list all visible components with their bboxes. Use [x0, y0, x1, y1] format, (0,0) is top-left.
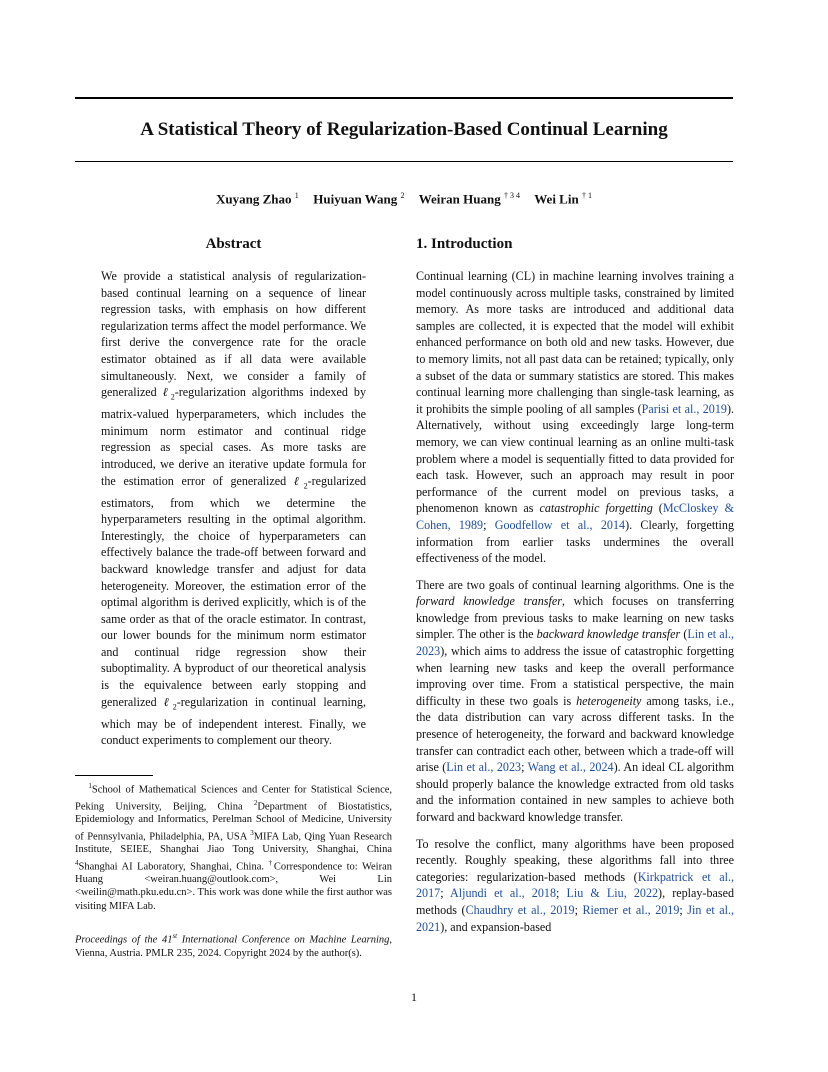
ell-subscript: 2 — [172, 702, 177, 712]
ell-subscript: 2 — [303, 480, 308, 490]
text-run: ; — [679, 902, 688, 917]
intro-paragraph-2 — [416, 577, 734, 826]
abstract-part: -regularization algorithms indexed by matrix-valued hyperparameters, which includes the minimum norm estimator and continual ridge regression as special cases. As more tasks are introduced, we derive an iterative update formula for the estimation error of generalized — [101, 385, 366, 488]
author-list — [75, 191, 733, 207]
citation-link[interactable]: McCloskey & Cohen, 1989 — [416, 501, 734, 532]
text-run: ; — [440, 886, 450, 901]
right-column — [416, 236, 734, 945]
abstract-part: We provide a statistical analysis of regularization-based continual learning on a sequence of linear regression tasks, with emphasis on how different regularization terms affect the model performance. We first derive the convergence rate for the oracle estimator obtained as if all data were available simultaneously. Next, we consider a family of generalized — [101, 269, 366, 400]
footnote-mark: 3 — [250, 828, 254, 837]
citation-link[interactable]: Aljundi et al., 2018 — [450, 886, 556, 901]
author-affiliation-mark: 2 — [400, 191, 405, 200]
title-bottom-rule — [75, 161, 733, 162]
page-number: 1 — [411, 990, 417, 1004]
footnote-mark: † — [268, 858, 274, 867]
section-heading-introduction: 1. Introduction — [416, 236, 513, 252]
emphasis-text: forward knowledge transfer — [416, 594, 562, 609]
text-run: ( — [680, 627, 688, 642]
text-run: To resolve the conflict, many algorithms have been proposed recently. Roughly speaking, these algorithms fall into three categories: regularization-based methods ( — [416, 836, 734, 884]
footnote-text: MIFA Lab, Qing Yuan Research Institute, SEIEE, Shanghai Jiao Tong University, Shanghai, China — [75, 831, 392, 856]
abstract-part: -regularization in continual learning, which may be of independent interest. Finally, we conduct experiments to complement our theory. — [101, 694, 366, 748]
ell-subscript: 2 — [170, 392, 175, 402]
title-top-rule — [75, 97, 733, 99]
author-name: Huiyuan Wang — [313, 191, 398, 207]
author-affiliation-mark: † 3 4 — [504, 191, 520, 200]
author-name: Xuyang Zhao — [216, 191, 292, 207]
proceedings-rest: , Vienna, Austria. PMLR 235, 2024. Copyright 2024 by the author(s). — [75, 934, 392, 959]
footnote-rule — [75, 775, 153, 776]
emphasis-text: catastrophic forgetting — [539, 501, 653, 516]
text-run: ), replay-based methods ( — [416, 886, 734, 917]
text-run: ( — [652, 501, 663, 516]
footnote-mark: 1 — [88, 782, 92, 790]
ell-symbol: ℓ — [293, 473, 304, 488]
text-run: ). Clearly, forgetting information from earlier tasks undermines the overall effectiveness of the model. — [416, 517, 734, 566]
author-affiliation-mark: † 1 — [581, 191, 592, 200]
ell-symbol: ℓ — [163, 694, 173, 709]
text-run: ). An ideal CL algorithm should properly balance the knowledge extracted from old tasks and the information contained in new samples to achieve both forward and backward knowledge transfer. — [416, 760, 734, 824]
affiliation-footnote — [75, 780, 392, 913]
text-run: There are two goals of continual learning algorithms. One is the — [416, 577, 734, 592]
abstract-part: -regularized estimators, from which we determine the hyperparameters resulting in the optimal algorithm. Interestingly, the choice of hyperparameters can effectively balance the trade-off between forward and backward knowledge transfer and adjust for data heterogeneity. Moreover, the estimation error of the optimal algorithm is derived explicitly, which is of the same order as that of the oracle estimator. In contrast, our lower bounds for the minimum norm estimator and continual ridge regression show their suboptimality. A byproduct of our theoretical analysis is the equivalence between early stopping and generalized — [101, 473, 366, 709]
citation-link[interactable]: Goodfellow et al., 2014 — [494, 517, 626, 532]
intro-paragraph-3 — [416, 836, 734, 936]
footnote-text: School of Mathematical Sciences and Center for Statistical Science, Peking University, Beijing, China — [75, 784, 393, 813]
proceedings-italic: International Conference on Machine Learning — [177, 934, 390, 946]
text-run: ), which aims to address the issue of catastrophic forgetting when learning new tasks and keep the overall performance improving over time. From a statistical perspective, the main difficulty in these two goals is — [416, 644, 734, 708]
text-run: ; — [574, 902, 583, 917]
footnote-mark: 2 — [253, 798, 258, 807]
paper-title: A Statistical Theory of Regularization-Based Continual Learning — [140, 119, 668, 140]
citation-link[interactable]: Riemer et al., 2019 — [582, 902, 680, 917]
citation-link[interactable]: Kirkpatrick et al., 2017 — [416, 869, 734, 901]
proceedings-italic: Proceedings of the 41 — [75, 934, 173, 946]
text-run: ), and expansion-based — [440, 919, 552, 934]
abstract-text — [101, 268, 366, 749]
text-run: ). Alternatively, without using exceedingly large long-term memory, we can view continual learning as an online multi-task problem where a model is sequentially fitted to data provided for each task. However, such an approach may result in poor performance of the current model on previous tasks, a phenomenon known as — [416, 401, 734, 516]
intro-paragraph-1 — [416, 268, 734, 567]
citation-link[interactable]: Lin et al., 2023 — [446, 760, 522, 775]
footnote-text: Correspondence to: Weiran Huang <weiran.huang@outlook.com>, Wei Lin <weilin@math.pku.edu.cn>. This work was done while the first author was visiting MIFA Lab. — [75, 861, 392, 912]
text-run: among tasks, i.e., the data distribution can vary across different tasks. In the presence of heterogeneity, the forward and backward knowledge transfer can contradict each other, between which a trade-off will arise ( — [416, 693, 734, 775]
proceedings-sup: st — [172, 932, 178, 940]
citation-link[interactable]: Liu & Liu, 2022 — [566, 886, 659, 901]
footnote-text: Department of Biostatistics, Epidemiology and Informatics, Perelman School of Medicine, University of Pennsylvania, Philadelphia, PA, USA — [75, 801, 392, 843]
abstract-heading: Abstract — [205, 236, 262, 252]
emphasis-text: heterogeneity — [576, 693, 642, 708]
emphasis-text: backward knowledge transfer — [536, 627, 681, 642]
ell-symbol: ℓ — [162, 385, 171, 400]
citation-link[interactable]: Wang et al., 2024 — [527, 760, 614, 775]
citation-link[interactable]: Chaudhry et al., 2019 — [465, 902, 575, 917]
author-name: Wei Lin — [534, 191, 579, 207]
text-run: ; — [521, 760, 528, 775]
text-run: , which focuses on transferring knowledge from previous tasks to make learning on new tasks simpler. The other is the — [416, 594, 734, 642]
footnote-text: Shanghai AI Laboratory, Shanghai, China. — [78, 861, 269, 873]
proceedings-note — [75, 930, 392, 960]
text-run: ; — [483, 517, 495, 532]
author-name: Weiran Huang — [418, 191, 501, 207]
text-run: Continual learning (CL) in machine learning involves training a model continuously across multiple tasks, constrained by limited memory. As more tasks are introduced and additional data samples are collected, it is expected that the model will exhibit enhanced performance on both old and new tasks. However, due to memory limits, not all past data can be retained; typically, only a subset of the data or summary statistics are stored. This makes continual learning more challenging than single-task learning, as it prohibits the simple pooling of all samples ( — [416, 269, 734, 416]
citation-link[interactable]: Lin et al., 2023 — [416, 627, 734, 659]
left-column — [75, 236, 392, 749]
footnote-mark: 4 — [75, 858, 79, 867]
text-run: ; — [556, 886, 567, 901]
citation-link[interactable]: Parisi et al., 2019 — [641, 401, 727, 416]
author-affiliation-mark: 1 — [294, 191, 299, 200]
citation-link[interactable]: Jin et al., 2021 — [416, 902, 734, 934]
